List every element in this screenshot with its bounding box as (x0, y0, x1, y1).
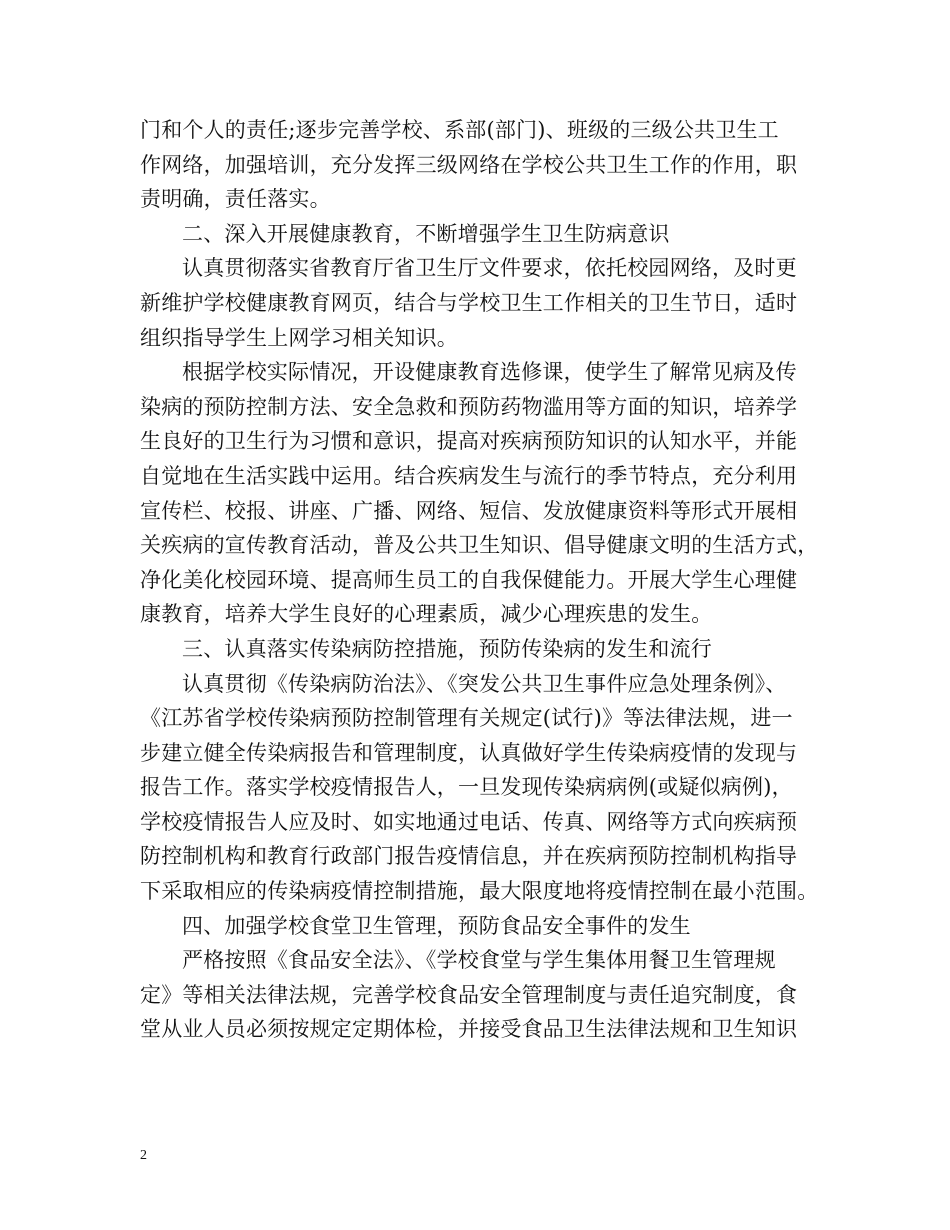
body-text (140, 113, 828, 1047)
text-line: 责明确，责任落实。 (140, 187, 331, 212)
text-line: 组织指导学生上网学习相关知识。 (140, 325, 458, 350)
text-line: 认真贯彻落实省教育厅省卫生厅文件要求，依托校园网络，及时更 (182, 256, 797, 281)
text-line: 步建立健全传染病报告和管理制度，认真做好学生传染病疫情的发现与 (140, 740, 798, 765)
text-line: 堂从业人员必须按规定定期体检，并接受食品卫生法律法规和卫生知识 (140, 1017, 798, 1042)
text-line: 下采取相应的传染病疫情控制措施，最大限度地将疫情控制在最小范围。 (140, 879, 819, 904)
text-line: 自觉地在生活实践中运用。结合疾病发生与流行的季节特点，充分利用 (140, 463, 798, 488)
text-line: 新维护学校健康教育网页，结合与学校卫生工作相关的卫生节日，适时 (140, 290, 798, 315)
text-line: 《江苏省学校传染病预防控制管理有关规定(试行)》等法律法规，进一 (140, 706, 793, 731)
text-line: 四、加强学校食堂卫生管理，预防食品安全事件的发生 (182, 913, 691, 938)
page-number: 2 (140, 1148, 147, 1163)
text-line: 学校疫情报告人应及时、如实地通过电话、传真、网络等方式向疾病预 (140, 809, 798, 834)
text-line: 染病的预防控制方法、安全急救和预防药物滥用等方面的知识，培养学 (140, 394, 798, 419)
text-line: 三、认真落实传染病防控措施，预防传染病的发生和流行 (182, 636, 712, 661)
text-line: 认真贯彻《传染病防治法》、《突发公共卫生事件应急处理条例》、 (182, 671, 787, 696)
text-line: 作网络，加强培训，充分发挥三级网络在学校公共卫生工作的作用，职 (140, 152, 798, 177)
text-line: 定》等相关法律法规，完善学校食品安全管理制度与责任追究制度，食 (140, 982, 798, 1007)
text-line: 康教育，培养大学生良好的心理素质，减少心理疾患的发生。 (140, 602, 713, 627)
text-line: 净化美化校园环境、提高师生员工的自我保健能力。开展大学生心理健 (140, 567, 798, 592)
text-line: 门和个人的责任;逐步完善学校、系部(部门)、班级的三级公共卫生工 (140, 118, 779, 142)
text-line: 报告工作。落实学校疫情报告人，一旦发现传染病病例(或疑似病例)， (140, 775, 793, 800)
text-line: 生良好的卫生行为习惯和意识，提高对疾病预防知识的认知水平，并能 (140, 429, 798, 454)
text-line: 二、深入开展健康教育，不断增强学生卫生防病意识 (182, 221, 670, 246)
text-line: 防控制机构和教育行政部门报告疫情信息，并在疾病预防控制机构指导 (140, 844, 798, 869)
text-line: 严格按照《食品安全法》、《学校食堂与学生集体用餐卫生管理规 (182, 948, 776, 973)
text-line: 宣传栏、校报、讲座、广播、网络、短信、发放健康资料等形式开展相 (140, 498, 798, 523)
text-line: 根据学校实际情况，开设健康教育选修课，使学生了解常见病及传 (182, 360, 797, 385)
text-line: 关疾病的宣传教育活动，普及公共卫生知识、倡导健康文明的生活方式， (140, 533, 819, 558)
